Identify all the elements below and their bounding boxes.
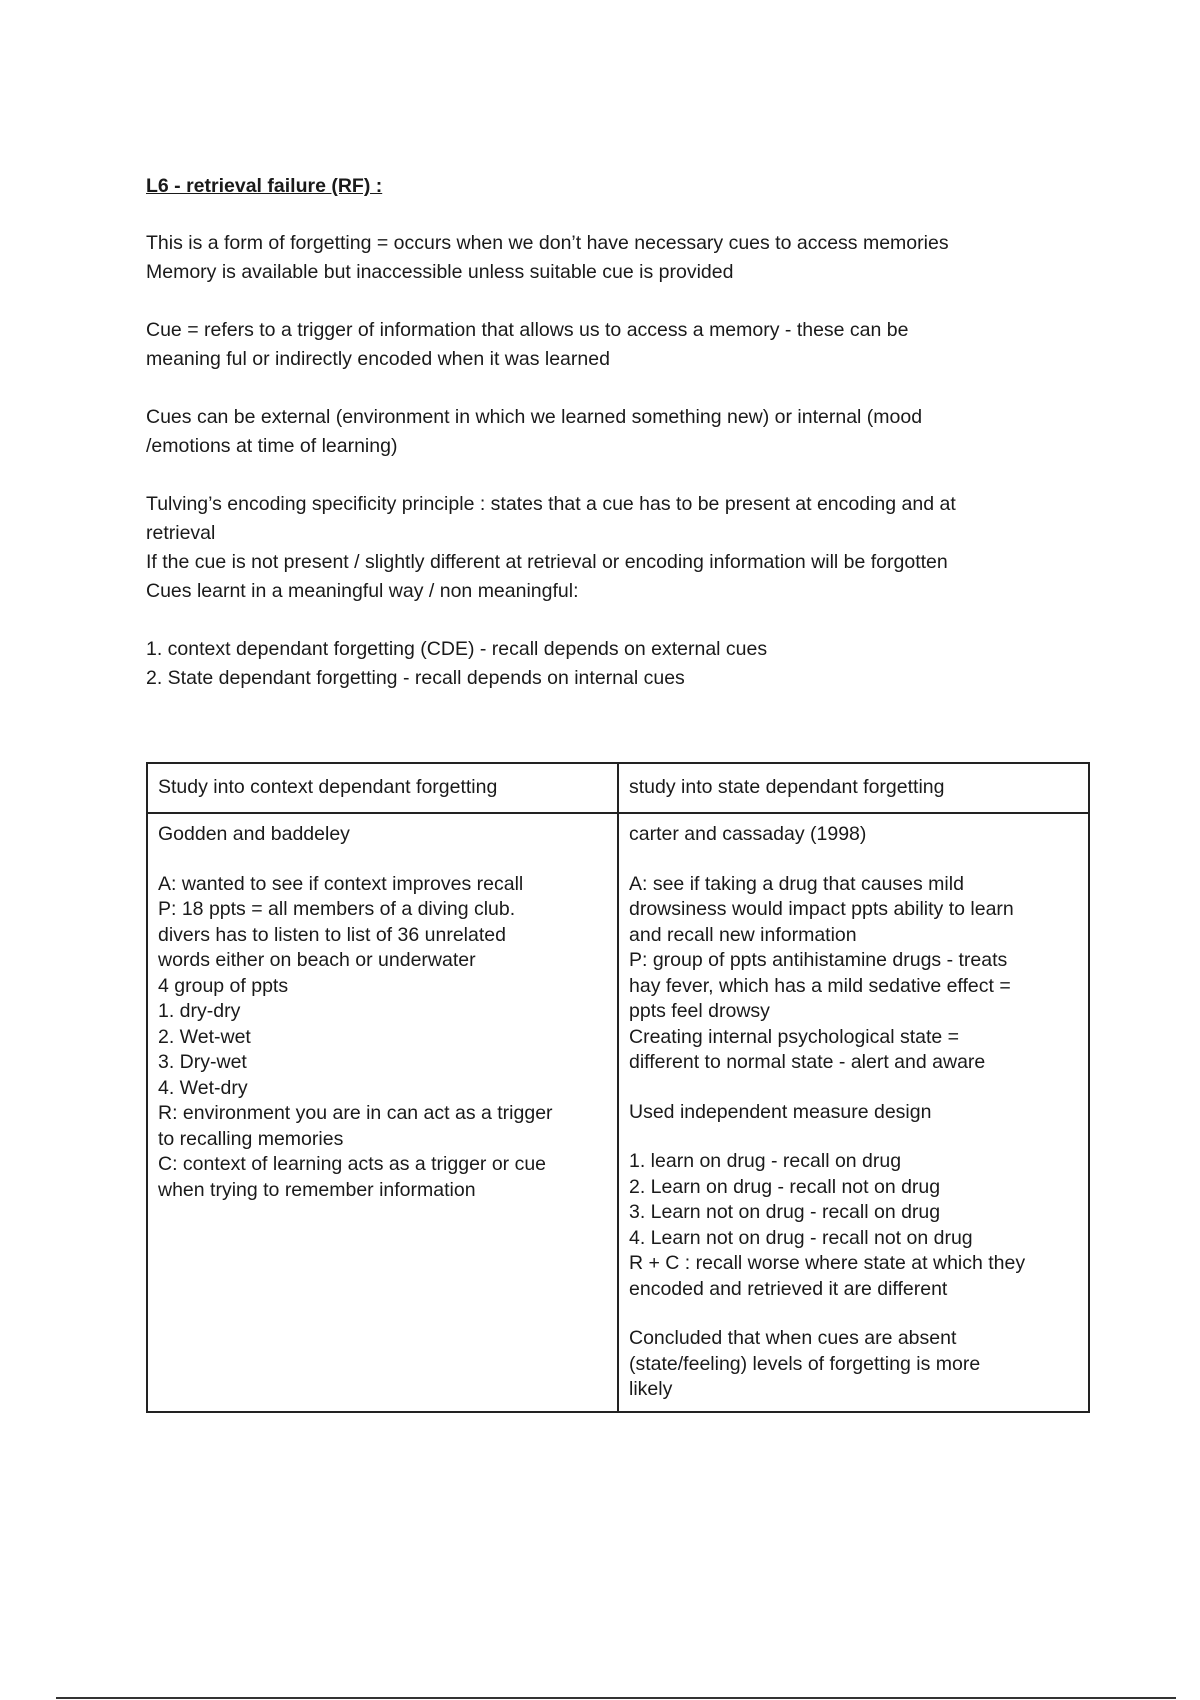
study-line: P: 18 ppts = all members of a diving club. xyxy=(158,898,516,920)
header-state-dependant: study into state dependant forgetting xyxy=(618,763,1089,813)
spacer xyxy=(629,848,1078,872)
study-name: Godden and baddeley xyxy=(158,823,350,845)
paragraph-tulving xyxy=(146,490,1096,606)
studies-table xyxy=(146,762,1090,1413)
header-context-dependant: Study into context dependant forgetting xyxy=(147,763,618,813)
study-line: different to normal state - alert and aware xyxy=(629,1051,986,1073)
study-line: C: context of learning acts as a trigger or cue xyxy=(158,1153,547,1175)
paragraph-line: Cue = refers to a trigger of information that allows us to access a memory - these can be xyxy=(146,319,909,341)
study-conclusion: (state/feeling) levels of forgetting is more xyxy=(629,1352,981,1375)
cell-godden-baddeley xyxy=(147,813,618,1412)
spacer xyxy=(629,1076,1078,1100)
study-line: drowsiness would impact ppts ability to learn xyxy=(629,898,1014,920)
study-conclusion: likely xyxy=(629,1378,673,1400)
study-line: P: group of ppts antihistamine drugs - treats xyxy=(629,949,1008,971)
study-line: 2. Wet-wet xyxy=(158,1025,251,1048)
study-line: A: wanted to see if context improves recall xyxy=(158,872,524,895)
study-line: 1. dry-dry xyxy=(158,1000,241,1022)
study-line: R + C : recall worse where state at which they xyxy=(629,1252,1026,1274)
page-title: L6 - retrieval failure (RF) : xyxy=(146,175,383,197)
spacer xyxy=(629,1302,1078,1326)
study-line: 4 group of ppts xyxy=(158,974,289,997)
paragraph-line: /emotions at time of learning) xyxy=(146,435,398,457)
study-conclusion: Concluded that when cues are absent xyxy=(629,1327,957,1349)
list-item: 1. context dependant forgetting (CDE) - recall depends on external cues xyxy=(146,638,768,660)
study-line: 3. Dry-wet xyxy=(158,1051,247,1073)
cell-carter-cassaday xyxy=(618,813,1089,1412)
study-line: to recalling memories xyxy=(158,1127,344,1150)
study-line: words either on beach or underwater xyxy=(158,949,476,971)
forgetting-types-list xyxy=(146,635,1096,693)
page-bottom-rule xyxy=(56,1697,1176,1699)
study-name: carter and cassaday (1998) xyxy=(629,823,867,845)
study-line: when trying to remember information xyxy=(158,1178,476,1201)
paragraph-line: meaning ful or indirectly encoded when it was learned xyxy=(146,348,610,370)
table-header-row xyxy=(147,763,1089,813)
study-line: and recall new information xyxy=(629,923,857,946)
paragraph-cue-types xyxy=(146,403,1096,461)
study-line: A: see if taking a drug that causes mild xyxy=(629,872,964,895)
study-line: hay fever, which has a mild sedative effect = xyxy=(629,974,1011,997)
table-row xyxy=(147,813,1089,1412)
paragraph-line: If the cue is not present / slightly different at retrieval or encoding information will be forgotten xyxy=(146,551,948,573)
study-line: divers has to listen to list of 36 unrelated xyxy=(158,923,506,946)
study-line: 2. Learn on drug - recall not on drug xyxy=(629,1175,941,1198)
study-line: encoded and retrieved it are different xyxy=(629,1277,948,1300)
study-design: Used independent measure design xyxy=(629,1100,932,1123)
study-line: Creating internal psychological state = xyxy=(629,1025,960,1048)
spacer xyxy=(158,848,607,872)
study-line: ppts feel drowsy xyxy=(629,1000,770,1022)
paragraph-line: Cues can be external (environment in which we learned something new) or internal (mood xyxy=(146,406,923,428)
study-line: 1. learn on drug - recall on drug xyxy=(629,1150,902,1172)
paragraph-line: retrieval xyxy=(146,522,216,544)
paragraph-definition xyxy=(146,229,1096,287)
paragraph-cue xyxy=(146,316,1096,374)
study-line: R: environment you are in can act as a trigger xyxy=(158,1102,553,1124)
paragraph-line: Cues learnt in a meaningful way / non meaningful: xyxy=(146,580,579,602)
document-body xyxy=(146,172,1096,693)
study-line: 3. Learn not on drug - recall on drug xyxy=(629,1201,941,1223)
paragraph-line: Memory is available but inaccessible unless suitable cue is provided xyxy=(146,261,734,283)
study-line: 4. Learn not on drug - recall not on drug xyxy=(629,1226,973,1249)
paragraph-line: This is a form of forgetting = occurs when we don’t have necessary cues to access memories xyxy=(146,232,949,254)
paragraph-line: Tulving’s encoding specificity principle : states that a cue has to be present at encoding and at xyxy=(146,493,956,515)
study-line: 4. Wet-dry xyxy=(158,1076,248,1099)
list-item: 2. State dependant forgetting - recall depends on internal cues xyxy=(146,667,685,689)
spacer xyxy=(629,1125,1078,1149)
